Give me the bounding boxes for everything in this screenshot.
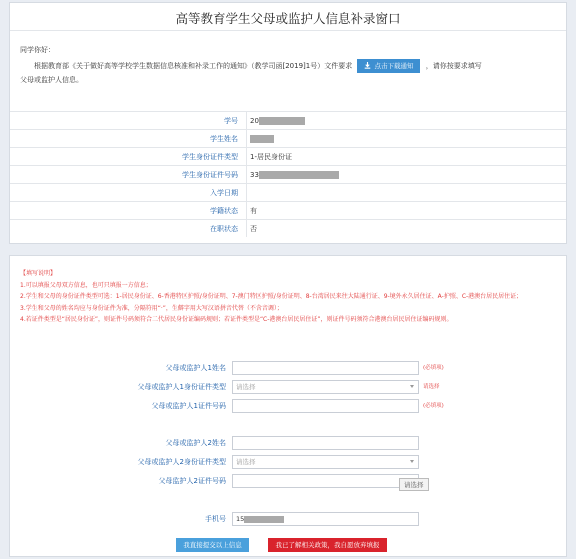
parent1-name-input[interactable]: [232, 361, 419, 375]
greeting-text: 同学你好：: [20, 46, 55, 54]
phone-label: 手机号: [205, 515, 226, 523]
title-divider: [10, 30, 566, 31]
parent1-name-label: 父母或监护人1姓名: [165, 364, 226, 372]
student-info-panel: [9, 2, 567, 244]
info-value: 20: [250, 112, 305, 130]
info-label: 学生身份证件号码: [182, 171, 238, 179]
instructions: [20, 268, 560, 326]
parent1-idtype-label: 父母或监护人1身份证件类型: [137, 383, 226, 391]
form-row-parent2-name: [0, 435, 576, 451]
info-value: 否: [250, 225, 257, 233]
required-hint: 请选择: [423, 384, 440, 390]
parent1-idno-input[interactable]: [232, 399, 419, 413]
parent2-name-label: 父母或监护人2姓名: [165, 439, 226, 447]
info-row-status: [10, 201, 566, 219]
parent2-idtype-select[interactable]: 请选择: [232, 455, 419, 469]
info-row-student-id: [10, 111, 566, 129]
parent1-idtype-select[interactable]: 请选择: [232, 380, 419, 394]
form-row-parent1-idno: [0, 398, 576, 414]
info-label: 学号: [224, 117, 238, 125]
phone-input[interactable]: 15: [232, 512, 419, 526]
notice-text-cont: 父母或监护人信息。: [20, 76, 83, 84]
info-value: 有: [250, 207, 257, 215]
chevron-down-icon: [410, 460, 414, 463]
decline-button[interactable]: 我已了解相关政策，我自愿放弃填报: [268, 538, 387, 552]
redaction-block: [259, 171, 339, 179]
form-row-parent2-idtype: [0, 454, 576, 470]
notice-paragraph: [20, 59, 554, 84]
notice-text-before: 根据教育部《关于做好高等学校学生数据信息核准和补录工作的通知》（教学司函[2019]1号）文件要求: [34, 62, 353, 70]
download-notice-button[interactable]: [357, 59, 420, 73]
parent2-name-input[interactable]: [232, 436, 419, 450]
instruction-item: 4.若证件类型是“居民身份证”，则证件号码须符合二代居民身份证编码规则；若证件类型是“C-港澳台居民居住证”，则证件号码须符合港澳台居民居住证编码规则。: [20, 316, 453, 323]
info-row-student-name: [10, 129, 566, 147]
submit-button[interactable]: 我直接提交以上信息: [176, 538, 249, 552]
info-label: 学生身份证件类型: [182, 153, 238, 161]
instruction-item: 1.可以填报父母双方信息，也可只填报一方信息；: [20, 281, 152, 289]
parent2-idno-input[interactable]: [232, 474, 419, 488]
info-row-enroll-date: [10, 183, 566, 201]
info-label: 学籍状态: [210, 207, 238, 215]
info-label: 在职状态: [210, 225, 238, 233]
required-hint: (必填项): [423, 403, 444, 409]
instruction-item: 3.学生和父母的姓名均应与身份证件为准，分隔符用“·”，生僻字用大写汉语拼音代替（不含音调）；: [20, 304, 283, 312]
instructions-heading: 【填写说明】: [20, 270, 57, 277]
redaction-block: [250, 135, 274, 143]
form-row-parent1-idtype: [0, 379, 576, 395]
parent1-idno-label: 父母或监护人1证件号码: [151, 402, 226, 410]
info-row-employed: [10, 219, 566, 237]
info-row-id-number: [10, 165, 566, 183]
form-row-parent1-name: [0, 360, 576, 376]
info-value: 33: [250, 166, 339, 184]
redaction-block: [244, 516, 284, 523]
parent2-idno-label: 父母监护人2证件号码: [158, 477, 226, 485]
info-label: 入学日期: [210, 189, 238, 197]
form-row-phone: [0, 511, 576, 527]
chevron-down-icon: [410, 385, 414, 388]
redaction-block: [259, 117, 305, 125]
download-notice-label: 点击下载通知: [374, 62, 414, 70]
info-label: 学生姓名: [210, 135, 238, 143]
info-row-id-type: [10, 147, 566, 165]
required-hint: (必填项): [423, 365, 444, 371]
notice-text-after: ，请你按要求填写: [425, 62, 482, 70]
info-value: 1-居民身份证: [250, 153, 292, 161]
select-tooltip: 请选择: [399, 478, 429, 491]
form-row-parent2-idno: [0, 473, 576, 489]
info-value: [250, 130, 274, 148]
download-icon: [364, 62, 371, 69]
window-title: 高等教育学生父母或监护人信息补录窗口: [175, 11, 401, 26]
parent2-idtype-label: 父母或监护人2身份证件类型: [137, 458, 226, 466]
instruction-item: 2.学生和父母的身份证件类型可选：1-居民身份证、6-香港特区护照/身份证明、7-澳门特区护照/身份证明、8-台湾居民来往大陆通行证、9-境外永久居住证、A-护照、C-港澳台居民居住证；: [20, 293, 523, 300]
